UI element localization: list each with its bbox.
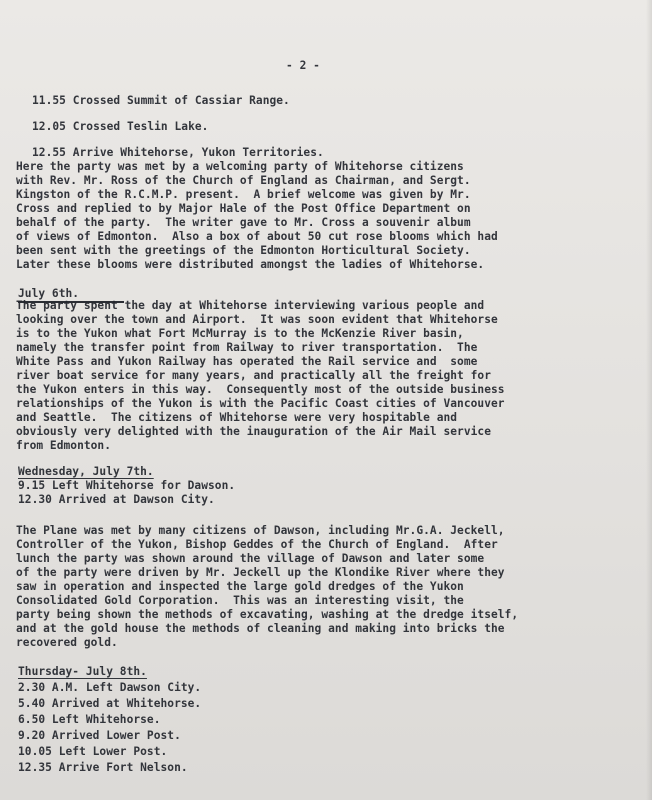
text-line: river boat service for many years, and practically all the freight for — [16, 369, 491, 382]
text-line: party being shown the methods of excavating, washing at the dredge itself, — [16, 608, 519, 621]
timeline-entry: 12.05 Crossed Teslin Lake. — [32, 120, 209, 133]
text-line: Controller of the Yukon, Bishop Geddes of the Church of England. After — [16, 538, 498, 551]
text-line: White Pass and Yukon Railway has operated the Rail service and some — [16, 355, 478, 368]
text-line: recovered gold. — [16, 636, 118, 649]
text-line: Kingston of the R.C.M.P. present. A brief welcome was given by Mr. — [16, 188, 471, 201]
text-line: with Rev. Mr. Ross of the Church of England as Chairman, and Sergt. — [16, 174, 471, 187]
page-number: - 2 - — [286, 59, 320, 72]
text-line: of the party were driven by Mr. Jeckell up the Klondike River where they — [16, 566, 505, 579]
text-line: been sent with the greetings of the Edmonton Horticultural Society. — [16, 244, 471, 257]
text-line: obviously very delighted with the inauguration of the Air Mail service — [16, 425, 491, 438]
section-heading: Wednesday, July 7th. — [18, 465, 154, 478]
section-heading: Thursday- July 8th. — [18, 665, 147, 678]
section-heading: July 6th. — [18, 287, 80, 300]
text-line: Cross and replied to by Major Hale of the Post Office Department on — [16, 202, 471, 215]
text-line: namely the transfer point from Railway to river transportation. The — [16, 341, 478, 354]
text-line: of views of Edmonton. Also a box of about 50 cut rose blooms which had — [16, 230, 498, 243]
timeline-entry: 10.05 Left Lower Post. — [18, 745, 168, 758]
timeline-entry: 9.15 Left Whitehorse for Dawson. — [18, 479, 236, 492]
text-line: Consolidated Gold Corporation. This was an interesting visit, the — [16, 594, 464, 607]
timeline-entry: 9.20 Arrived Lower Post. — [18, 729, 181, 742]
text-line: Here the party was met by a welcoming party of Whitehorse citizens — [16, 160, 464, 173]
text-line: and Seattle. The citizens of Whitehorse were very hospitable and — [16, 411, 458, 424]
text-line: behalf of the party. The writer gave to Mr. Cross a souvenir album — [16, 216, 471, 229]
text-line: The Plane was met by many citizens of Dawson, including Mr.G.A. Jeckell, — [16, 524, 505, 537]
text-line: looking over the town and Airport. It was soon evident that Whitehorse — [16, 313, 498, 326]
text-line: Later these blooms were distributed amongst the ladies of Whitehorse. — [16, 258, 485, 271]
timeline-entry: 5.40 Arrived at Whitehorse. — [18, 697, 202, 710]
timeline-entry: 2.30 A.M. Left Dawson City. — [18, 681, 202, 694]
timeline-entry: 12.30 Arrived at Dawson City. — [18, 493, 215, 506]
text-line: relationships of the Yukon is with the Pacific Coast cities of Vancouver — [16, 397, 505, 410]
page-edge-shadow — [646, 0, 652, 800]
text-line: from Edmonton. — [16, 439, 111, 452]
text-line: saw in operation and inspected the large gold dredges of the Yukon — [16, 580, 464, 593]
timeline-entry: 12.35 Arrive Fort Nelson. — [18, 761, 188, 774]
text-line: the Yukon enters in this way. Consequently most of the outside business — [16, 383, 505, 396]
text-line: and at the gold house the methods of cleaning and making into bricks the — [16, 622, 505, 635]
timeline-entry: 11.55 Crossed Summit of Cassiar Range. — [32, 94, 290, 107]
text-line: The party spent the day at Whitehorse interviewing various people and — [16, 299, 485, 312]
text-line: is to the Yukon what Fort McMurray is to the McKenzie River basin, — [16, 327, 464, 340]
timeline-entry: 12.55 Arrive Whitehorse, Yukon Territories. — [32, 146, 324, 159]
text-line: lunch the party was shown around the village of Dawson and later some — [16, 552, 485, 565]
timeline-entry: 6.50 Left Whitehorse. — [18, 713, 161, 726]
